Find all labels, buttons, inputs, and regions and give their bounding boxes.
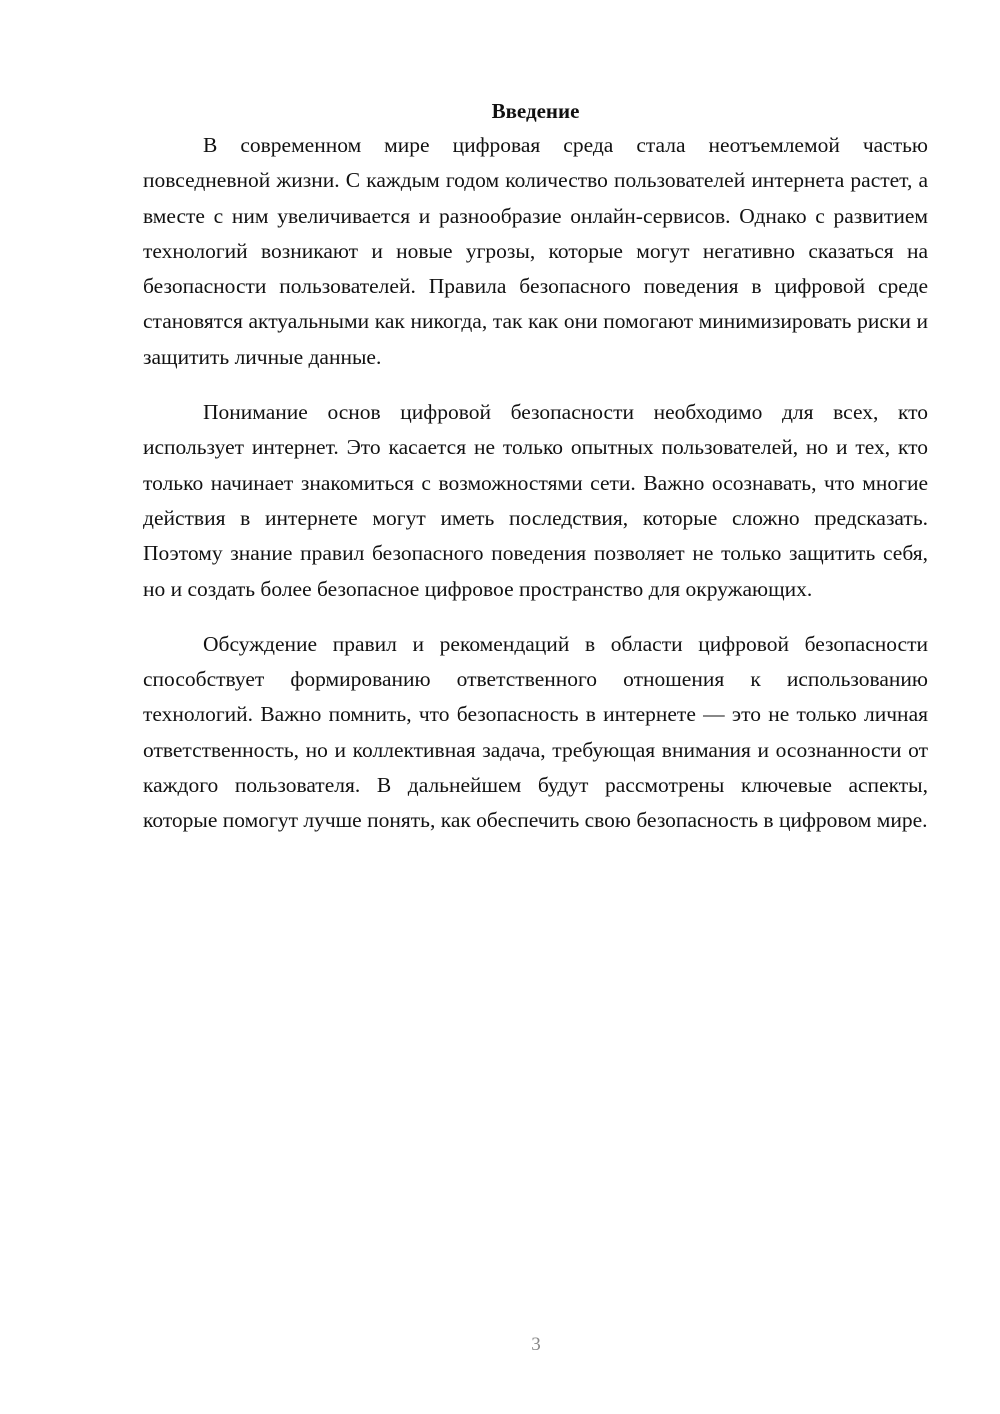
paragraph-1: В современном мире цифровая среда стала неотъемлемой частью повседневной жизни. С каждым годом количество пользователей интернета растет, а вместе с ним увеличивается и разнообразие онлайн-сервисов. Однако с развитием технологий возникают и новые угрозы, которые могут негативно сказаться на безопасности пользователей. Правила безопасного поведения в цифровой среде становятся актуальными как никогда, так как они помогают минимизировать риски и защитить личные данные. <box>143 133 928 369</box>
page-content <box>143 96 928 859</box>
paragraph-3: Обсуждение правил и рекомендаций в области цифровой безопасности способствует формированию ответственного отношения к использованию технологий. Важно помнить, что безопасность в интернете — это не только личная ответственность, но и коллективная задача, требующая внимания и осознанности от каждого пользователя. В дальнейшем будут рассмотрены ключевые аспекты, которые помогут лучше понять, как обеспечить свою безопасность в цифровом мире. <box>143 631 928 833</box>
page-number: 3 <box>531 1334 541 1355</box>
section-title: Введение <box>491 99 580 123</box>
paragraph-2: Понимание основ цифровой безопасности необходимо для всех, кто использует интернет. Это касается не только опытных пользователей, но и тех, кто только начинает знакомиться с возможностями сети. Важно осознавать, что многие действия в интернете могут иметь последствия, которые сложно предсказать. Поэтому знание правил безопасного поведения позволяет не только защитить себя, но и создать более безопасное цифровое пространство для окружающих. <box>143 400 928 601</box>
